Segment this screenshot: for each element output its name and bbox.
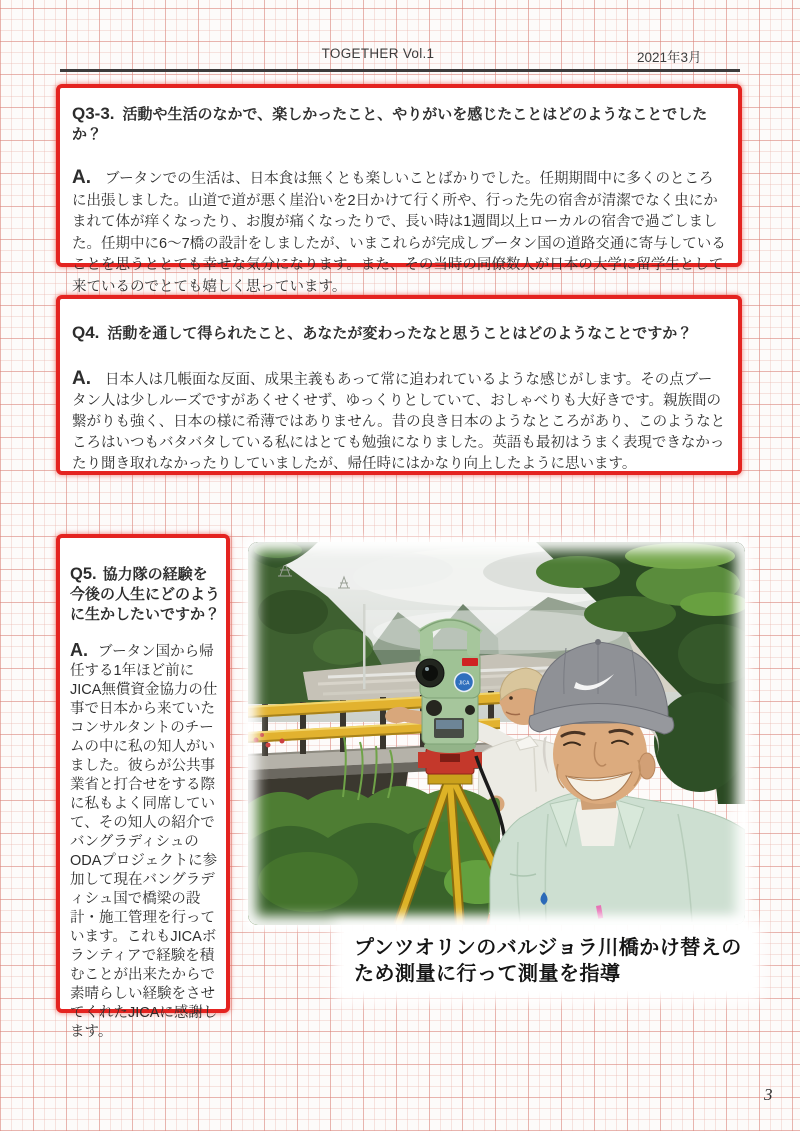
answer-label: A. <box>70 640 88 660</box>
leica-logo <box>462 658 478 666</box>
question-heading <box>70 564 220 625</box>
qa-box-q5 <box>56 534 230 1040</box>
survey-photo <box>248 542 745 925</box>
page-number: 3 <box>764 1085 773 1104</box>
answer-label: A. <box>72 167 91 188</box>
question-label: Q4. <box>72 323 100 342</box>
question-heading <box>72 323 726 344</box>
answer-label: A. <box>72 368 91 389</box>
header-rule <box>60 69 740 72</box>
question-text: 活動を通して得られたこと、あなたが変わったなと思うことはどのようなことですか？ <box>107 325 693 342</box>
answer-paragraph <box>70 641 220 1042</box>
photo-caption-line2: ため測量に行って測量を指導 <box>354 963 621 985</box>
question-label: Q5. <box>70 565 97 583</box>
question-heading <box>72 104 726 145</box>
answer-text: 日本人は几帳面な反面、成果主義もあって常に追われているような感じがします。その点ブータン人は少しルーズですがあくせくせず、ゆっくりとしていて、おしゃべりも大好きです。親族間の繋がりも強く、日本の様に希薄ではありません。昔の良き日本のようなところがあり、このようなところはいつもバタバタしている私にはとても勉強になりました。英語も最初はうまく表現できなかったり聞き取れなかったりしていましたが、帰任時にはかなり向上したように思います。 <box>72 372 726 472</box>
page-title: TOGETHER Vol.1 <box>321 46 435 61</box>
answer-paragraph <box>72 167 726 298</box>
header-date: 2021年3月 <box>637 50 702 65</box>
question-text: 協力隊の経験を今後の人生にどのように生かしたいですか？ <box>70 566 221 623</box>
qa-box-q3-3 <box>56 84 742 295</box>
svg-text:JICA: JICA <box>458 680 470 687</box>
question-text: 活動や生活のなかで、楽しかったこと、やりがいを感じたことはどのようなことでしたか？ <box>72 106 708 143</box>
qa-box-q4 <box>56 295 742 475</box>
answer-text: ブータン国から帰任する1年ほど前にJICA無償資金協力の仕事で日本から来ていたコンサルタントのチームの中に私の知人がいました。彼らが公共事業省と打合せをする際に私もよく同席していて、その知人の紹介でバングラディシュのODAプロジェクトに参加して現在バングラディシュ国で橋梁の設計・施工管理を行っています。これもJICAボランティアで経験を積むことが出来たからで素晴らしい経験をさせてくれたJICAに感謝します。 <box>70 644 218 1040</box>
jica-sticker <box>455 673 474 692</box>
answer-text: ブータンでの生活は、日本食は無くとも楽しいことばかりでした。任期期間中に多くのところに出張しました。山道で道が悪く崖沿いを2日かけて行く所や、行った先の宿舎が清潔でなく虫にかまれて体が痒くなったり、お腹が痛くなったりで、長い時は1週間以上ローカルの宿舎で過ごしました。任期中に6～7橋の設計をしましたが、いまこれらが完成しブータン国の道路交通に寄与していることを思うととても幸せな気分になります。また、その当時の同僚数人が日本の大学に留学生として来ているのでとても嬉しく思っています。 <box>72 171 726 295</box>
answer-paragraph <box>72 368 726 475</box>
survey-pole <box>363 604 366 689</box>
photo-caption-line1: プンツオリンのバルジョラ川橋かけ替えの <box>354 937 742 959</box>
photo-caption <box>344 931 752 991</box>
question-label: Q3-3. <box>72 104 115 123</box>
survey-photo-illustration <box>248 542 745 925</box>
